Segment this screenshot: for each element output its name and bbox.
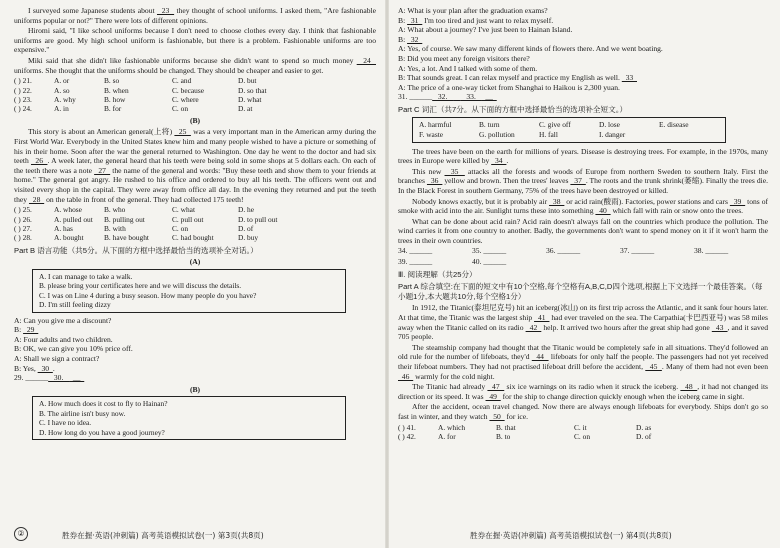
option-row: [14, 76, 376, 85]
dialogue-a: [14, 316, 376, 383]
dialogue-line: A: What is your plan after the graduation exams?: [398, 6, 548, 15]
paragraph: Miki said that she didn't like fashionable uniforms because she didn't want to spend so much money 24 uniforms. She thought that the uniforms should be changed. They should be cheaper and easier to get.: [14, 55, 376, 75]
word-bank-box: [412, 117, 726, 143]
answer-blank: 39. ______: [398, 257, 433, 267]
box-option: D. How long do you have a good journey?: [39, 427, 165, 437]
section-mark-b: (B): [189, 115, 201, 125]
paragraph: This new 35 attacks all the forests and woods of Europe from northern Sweden to southern Italy. First the branches 36 yellow and brown. Then the trees' leaves 37 . The roots and the trunk shrink(萎缩). Finally the trees die. In the Black Forest in southern Germany, 75% of the trees have been destroyed or killed.: [398, 166, 769, 195]
answer-blank: 40. ______: [472, 257, 507, 267]
dialogue-line: A: What about a journey? I've just been to Hainan Island.: [398, 25, 573, 35]
word-bank-item: G. pollution: [479, 129, 515, 139]
option-row: [14, 95, 376, 104]
option-row: [14, 205, 376, 214]
paragraph: What can be done about acid rain? Acid rain doesn't always fall on the countries which produce the pollution. The wind carries it from one country to another. Badly, the governments don't want to spend money on it if it won't harm the trees in their own countries.: [398, 216, 768, 245]
word-bank-item: F. waste: [419, 129, 444, 139]
section-mark-b2: (B): [189, 384, 201, 394]
word-bank-item: B. turn: [479, 119, 500, 129]
option-cell: C. and: [172, 76, 192, 86]
option-cell: C. had bought: [172, 233, 214, 243]
dialogue-line: B: Yes, 30 .: [14, 363, 55, 373]
option-row: [14, 104, 376, 113]
dialogue-line: B: 29: [14, 325, 39, 335]
box-option: B. The airline isn't busy now.: [39, 408, 126, 418]
right-page: [398, 6, 768, 441]
paragraph: The trees have been on the earth for millions of years. Disease is destroying trees. For example, in the 1970s, many trees in Europe were killed by 34 .: [398, 146, 768, 166]
option-cell: D. to pull out: [238, 214, 278, 224]
right-footer: 胜券在握·英语(冲刺篇) 高考英语模拟试卷(一) 第4页(共8页): [470, 531, 672, 540]
option-cell: B. when: [104, 85, 129, 95]
passage-trees: [398, 147, 768, 246]
option-cell: C. on: [172, 104, 189, 114]
option-cell: D. so that: [238, 85, 267, 95]
options-25-28: [14, 205, 376, 243]
dialogue-line: B: 32: [398, 34, 423, 44]
section-three-title: Ⅲ. 阅读理解（共25分）: [398, 269, 477, 279]
option-cell: B. have bought: [104, 233, 149, 243]
dialogue-line: A: Shall we sign a contract?: [14, 353, 100, 363]
word-bank-item: A. harmful: [419, 119, 452, 129]
left-page: [14, 6, 376, 443]
dialogue-line: B: That sounds great. I can relax myself and practice my English as well. 33: [398, 73, 637, 83]
word-bank-item: E. disease: [659, 119, 689, 129]
option-cell: A. or: [54, 76, 70, 86]
option-cell: C. what: [172, 205, 195, 215]
passage-general: [14, 127, 376, 204]
option-row: [398, 432, 768, 441]
box-option: C. I have no idea.: [39, 418, 92, 428]
box-option: A. How much does it cost to fly to Hainan?: [39, 399, 168, 409]
option-cell: ( ) 23.: [14, 94, 32, 104]
option-cell: B. for: [104, 104, 122, 114]
dialogue-line: B: Did you meet any foreign visitors there?: [398, 53, 530, 63]
dialogue-line: A: Can you give me a discount?: [14, 315, 112, 325]
option-row: [14, 224, 376, 233]
option-row: [398, 423, 768, 432]
box-option: A. I can manage to take a walk.: [39, 271, 133, 281]
option-cell: ( ) 42.: [398, 431, 416, 441]
option-cell: A. whose: [54, 205, 82, 215]
option-cell: D. of: [238, 223, 254, 233]
option-cell: C. it: [574, 422, 587, 432]
option-cell: C. on: [172, 223, 189, 233]
dialogue-line: 31. ______ 32. 33. __: [398, 92, 497, 102]
option-cell: ( ) 26.: [14, 214, 32, 224]
word-bank-item: I. danger: [599, 129, 626, 139]
box-option: D. I'm still feeling dizzy: [39, 300, 111, 310]
option-cell: A. for: [438, 431, 456, 441]
option-row: [14, 215, 376, 224]
paragraph: Hiromi said, "I like school uniforms because I don't need to choose clothes every day. I think that fashionable uniforms are good. My high school uniform is fashionable, but there is a problem. Fashionable uniforms are too expensive.": [14, 26, 376, 55]
option-cell: A. has: [54, 223, 73, 233]
option-cell: C. where: [172, 94, 199, 104]
option-cell: B. how: [104, 94, 126, 104]
option-cell: ( ) 24.: [14, 104, 32, 114]
options-41-42: [398, 423, 768, 442]
part-a-title: Part A 综合填空:在下面的短文中有10个空格,每个空格有A,B,C,D四个选项,根据上下文选择一个最佳答案。（每小题1分,本大题共10分,每个空格1分）: [398, 282, 763, 301]
page-number-circle: ②: [14, 527, 28, 541]
option-cell: D. of: [636, 431, 652, 441]
option-cell: A. why: [54, 94, 76, 104]
word-bank-item: D. lose: [599, 119, 620, 129]
option-cell: D. what: [238, 94, 262, 104]
dialogue-line: A: Yes, a lot. And I talked with some of them.: [398, 63, 538, 73]
answer-blank: 37. ______: [620, 246, 655, 256]
option-cell: A. so: [54, 85, 70, 95]
option-cell: C. because: [172, 85, 205, 95]
dialogue-line: B: 31 I'm too tired and just want to relax myself.: [398, 15, 554, 25]
options-21-24: [14, 76, 376, 114]
dialogue-line: 29. ______ 30. __: [14, 373, 85, 383]
paragraph: I surveyed some Japanese students about 23 they thought of school uniforms. I asked them, "Are fashionable uniforms popular or not?" There were lots of different opinions.: [14, 6, 377, 25]
option-row: [14, 233, 376, 242]
option-cell: C. on: [574, 431, 591, 441]
box-option: B. please bring your certificates here and we will discuss the details.: [39, 281, 242, 291]
dialogue-b: [398, 6, 768, 102]
option-cell: ( ) 22.: [14, 85, 32, 95]
box-option: C. I was on Line 4 during a busy season. How many people do you have?: [39, 290, 257, 300]
answer-blanks-34-38: [398, 246, 768, 256]
option-cell: B. with: [104, 223, 126, 233]
word-bank-item: C. give off: [539, 119, 571, 129]
option-cell: B. who: [104, 205, 126, 215]
option-cell: D. but: [238, 76, 257, 86]
option-cell: D. he: [238, 205, 255, 215]
part-b-title: Part B 语言功能（共5分。从下面的方框中选择最恰当的选项补全对话。）: [14, 245, 258, 255]
word-bank-item: H. fall: [539, 129, 558, 139]
answer-blank: 38. ______: [694, 246, 729, 256]
option-cell: B. pulling out: [104, 214, 145, 224]
options-box-b: [32, 396, 346, 440]
paragraph: In 1912, the Titanic(泰坦尼克号) hit an iceberg(冰山) on its first trip across the Atlantic, and it sank four hours later. At that time, the Titanic was the largest ship 41 had ever traveled on the sea. The Carpathia(卡巴西亚号) was 58 miles away when the Titanic called on its radio 42 help. It arrived two hours after the great ship had gone 43 , and it saved 705 people.: [398, 303, 769, 342]
passage-titanic: [398, 303, 768, 421]
option-cell: D. at: [238, 104, 253, 114]
options-box-a: [32, 269, 346, 313]
option-cell: A. which: [438, 422, 466, 432]
paragraph: After the accident, ocean travel changed. Now there are always enough lifeboats for everybody. Ships don't go so fast in winter, and they watch 50 for ice.: [398, 402, 768, 421]
option-cell: D. as: [636, 422, 652, 432]
answer-blank: 34. ______: [398, 246, 433, 256]
answer-blanks-39-40: [398, 257, 768, 267]
option-cell: ( ) 21.: [14, 76, 32, 86]
option-cell: A. pulled out: [54, 214, 93, 224]
answer-blank: 36. ______: [546, 246, 581, 256]
dialogue-line: A: The price of a one-way ticket from Shanghai to Haikou is 2,300 yuan.: [398, 82, 620, 92]
paragraph: The Titanic had already 47 six ice warnings on its radio when it struck the iceberg. 48 , it had not changed its direction or its speed. It was 49 for the ship to change direction quickly enough when the iceberg came in sight.: [398, 382, 769, 401]
option-cell: ( ) 25.: [14, 205, 32, 215]
option-cell: ( ) 28.: [14, 233, 32, 243]
word-bank-item: [659, 130, 719, 140]
option-cell: D. buy: [238, 233, 259, 243]
option-row: [14, 86, 376, 95]
option-cell: C. pull out: [172, 214, 204, 224]
passage-surveys: [14, 6, 376, 75]
option-cell: A. bought: [54, 233, 84, 243]
option-cell: B. so: [104, 76, 120, 86]
dialogue-line: B: OK, we can give you 10% price off.: [14, 344, 133, 354]
answer-blank: 35. ______: [472, 246, 507, 256]
page-gutter: [385, 0, 389, 548]
paragraph: Nobody knows exactly, but it is probably air 38 or acid rain(酸雨). Factories, power stations and cars 39 tons of smoke with acid into the air. Sunlight turns these into something 40 which fall with rain or snow onto the trees.: [398, 196, 769, 216]
option-cell: B. to: [496, 431, 511, 441]
dialogue-line: A: Yes, of course. We saw many different kinds of flowers there. And we went boating.: [398, 44, 663, 54]
paragraph: This story is about an American general(上将) 25 was a very important man in the American army during the First World War. Everybody in the United States knew him and many people wished to have a picture or something of his in their home. Soon after the war the general returned to Washington. One day he went to the doctor and had six teeth 26 . A week later, the general heard that his teeth were being sold in some shops at 5 dollars each. On each of the teeth there was a note 27 the name of the general and words: "Buy these teeth and show them to your friends at home." The general got angry. He rushed to his office and ordered to buy all his teeth. The officers went out and visited every shop in the capital. They were away from office all day. In the evening they returned and put the teeth they 28 on the table in front of the general. They had collected 175 teeth!: [14, 127, 377, 204]
section-mark-a: (A): [189, 257, 201, 267]
option-cell: B. that: [496, 422, 516, 432]
left-footer: 胜券在握·英语(冲刺篇) 高考英语模拟试卷(一) 第3页(共8页): [62, 531, 264, 540]
paragraph: The steamship company had thought that the Titanic would be completely safe in all situations. They'd followed an old rule for the number of lifeboats, they'd 44 lifeboats for only half the people. The passengers had not yet received their lifeboat numbers. They had not practised lifeboat drill before the accident, 45 . Many of them had not even been 46 warmly for the cold night.: [398, 342, 769, 381]
option-cell: A. in: [54, 104, 69, 114]
option-cell: ( ) 27.: [14, 223, 32, 233]
part-c-title: Part C 词汇（共7分。从下面的方框中选择最恰当的选项补全短文。）: [398, 104, 628, 114]
dialogue-line: A: Four adults and two children.: [14, 334, 113, 344]
option-cell: ( ) 41.: [398, 422, 416, 432]
